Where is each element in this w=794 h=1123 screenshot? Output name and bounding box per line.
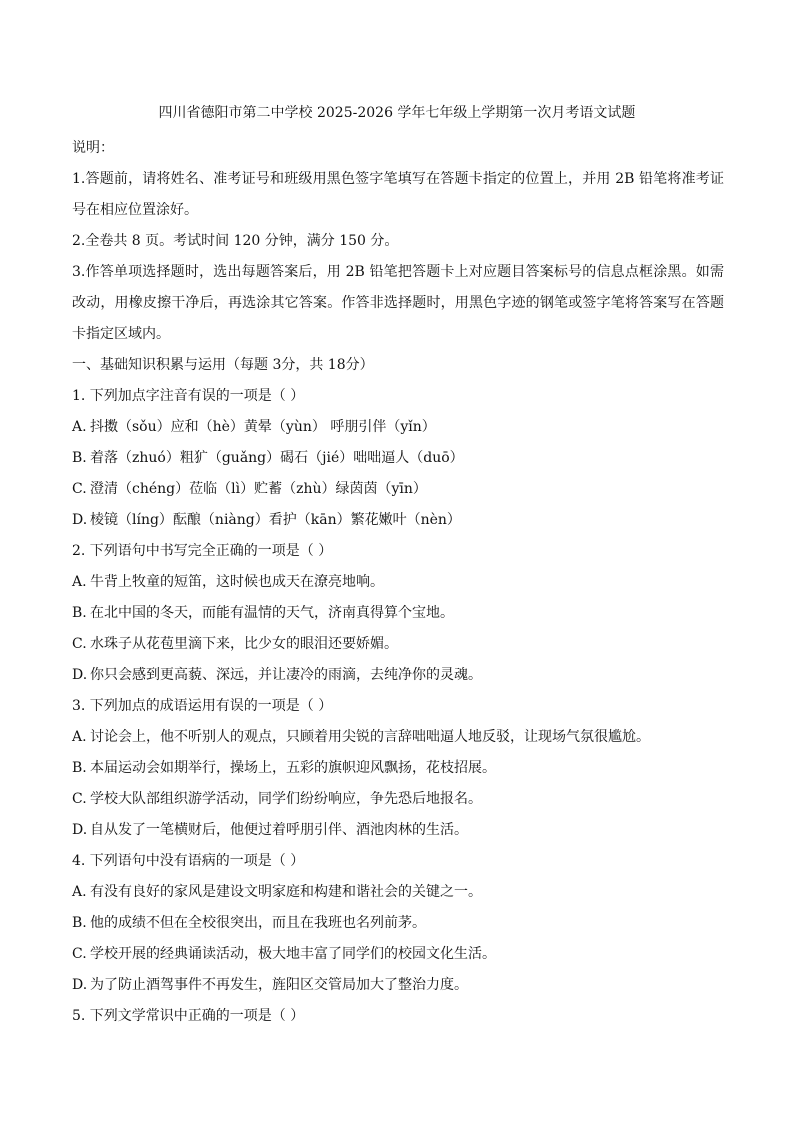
option-letter: C.	[72, 636, 87, 652]
option-letter: B.	[72, 605, 87, 621]
question-option	[72, 722, 724, 753]
question-option	[72, 660, 724, 691]
instruction-item-2: 2.全卷共 8 页。考试时间 120 分钟，满分 150 分。	[72, 233, 399, 249]
question-stem: 4. 下列语句中没有语病的一项是（ ）	[72, 853, 305, 869]
option-letter: A.	[72, 419, 87, 435]
question-stem: 2. 下列语句中书写完全正确的一项是（ ）	[72, 543, 333, 559]
option-text: 棱镜（líng）酝酿（niàng）看护（kān）繁花嫩叶（nèn）	[90, 512, 461, 528]
question-option	[72, 629, 724, 660]
option-text: 牛背上牧童的短笛，这时候也成天在潦亮地响。	[90, 574, 384, 590]
option-text: 为了防止酒驾事件不再发生，旌阳区交管局加大了整治力度。	[90, 977, 468, 993]
question-option	[72, 505, 724, 536]
option-text: 你只会感到更高藐、深远，并让凄冷的雨滴，去纯净你的灵魂。	[90, 667, 482, 683]
instruction-item-1: 1.答题前，请将姓名、准考证号和班级用黑色签字笔填写在答题卡指定的位置上，并用 2B 铅笔将准考证号在相应位置涂好。	[72, 171, 724, 218]
option-text: 自从发了一笔横财后，他便过着呼朋引伴、酒池肉林的生活。	[90, 822, 468, 838]
option-text: 澄清（chéng）莅临（lì）贮蓄（zhù）绿茵茵（yīn）	[90, 481, 427, 497]
option-letter: C.	[72, 791, 87, 807]
option-letter: B.	[72, 450, 87, 466]
question-option	[72, 412, 724, 443]
option-text: 学校大队部组织游学活动，同学们纷纷响应，争先恐后地报名。	[90, 791, 482, 807]
document-body	[72, 133, 724, 1032]
option-letter: B.	[72, 760, 87, 776]
section-heading: 一、基础知识积累与运用（每题 3分，共 18分）	[72, 357, 374, 373]
option-text: 讨论会上，他不听别人的观点，只顾着用尖锐的言辞咄咄逼人地反驳，让现场气氛很尴尬。	[90, 729, 650, 745]
instruction-item-3: 3.作答单项选择题时，选出每题答案后，用 2B 铅笔把答题卡上对应题目答案标号的信息点框涂黑。如需改动，用橡皮擦干净后，再选涂其它答案。作答非选择题时，用黑色字迹的钢笔或签字笔将答案写在答题卡指定区域内。	[72, 264, 724, 342]
option-letter: A.	[72, 729, 87, 745]
option-letter: D.	[72, 512, 88, 528]
question-option	[72, 598, 724, 629]
question-option	[72, 908, 724, 939]
option-letter: A.	[72, 884, 87, 900]
question-option	[72, 567, 724, 598]
question-option	[72, 784, 724, 815]
question-option	[72, 753, 724, 784]
option-text: 着落（zhuó）粗犷（guǎng）碣石（jié）咄咄逼人（duō）	[90, 450, 464, 466]
question-option	[72, 474, 724, 505]
question-stem: 3. 下列加点的成语运用有误的一项是（ ）	[72, 698, 333, 714]
option-text: 他的成绩不但在全校很突出，而且在我班也名列前茅。	[90, 915, 426, 931]
option-text: 水珠子从花苞里滴下来，比少女的眼泪还要娇媚。	[90, 636, 398, 652]
question-option	[72, 970, 724, 1001]
option-letter: C.	[72, 481, 87, 497]
option-letter: C.	[72, 946, 87, 962]
option-text: 本届运动会如期举行，操场上，五彩的旗帜迎风飘扬，花枝招展。	[90, 760, 496, 776]
option-letter: D.	[72, 822, 88, 838]
instructions-heading: 说明：	[72, 140, 114, 156]
question-option	[72, 815, 724, 846]
option-text: 在北中国的冬天，而能有温情的天气，济南真得算个宝地。	[90, 605, 454, 621]
option-text: 抖擞（sǒu）应和（hè）黄晕（yùn） 呼朋引伴（yǐn）	[90, 419, 436, 435]
option-letter: D.	[72, 977, 88, 993]
question-stem: 1. 下列加点字注音有误的一项是（ ）	[72, 388, 305, 404]
option-text: 学校开展的经典诵读活动，极大地丰富了同学们的校园文化生活。	[90, 946, 496, 962]
option-letter: D.	[72, 667, 88, 683]
question-option	[72, 443, 724, 474]
question-option	[72, 939, 724, 970]
page-title: 四川省德阳市第二中学校 2025-2026 学年七年级上学期第一次月考语文试题	[158, 105, 636, 121]
question-option	[72, 877, 724, 908]
option-letter: A.	[72, 574, 87, 590]
question-stem: 5. 下列文学常识中正确的一项是（ ）	[72, 1008, 305, 1024]
option-text: 有没有良好的家风是建设文明家庭和构建和谐社会的关键之一。	[90, 884, 482, 900]
option-letter: B.	[72, 915, 87, 931]
